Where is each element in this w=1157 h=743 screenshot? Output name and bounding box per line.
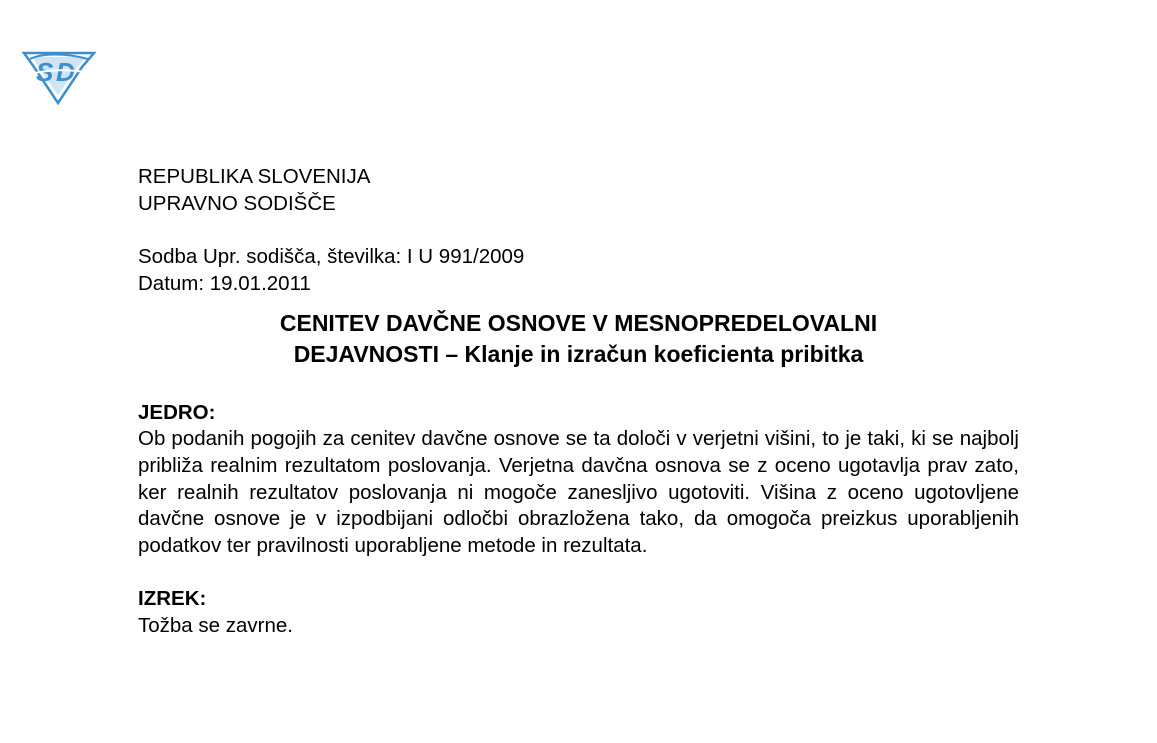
spacer bbox=[138, 217, 1019, 244]
document-body bbox=[138, 164, 1019, 640]
court-logo-icon bbox=[22, 47, 96, 105]
title-line-1: CENITEV DAVČNE OSNOVE V MESNOPREDELOVALNI bbox=[279, 309, 878, 336]
judgment-date: Datum: 19.01.2011 bbox=[138, 271, 311, 295]
judgment-number: Sodba Upr. sodišča, številka: I U 991/2009 bbox=[138, 245, 525, 269]
verdict-heading: IZREK: bbox=[138, 587, 207, 611]
core-text: Ob podanih pogojih za cenitev davčne osnove se ta določi v verjetni višini, to je taki, ki se najbolj približa realnim rezultatom poslovanja. Verjetna davčna osnova se z oceno ugotavlja prav zato, ker realnih rezultatov poslovanja ni mogoče zanesljivo ugotoviti. Višina z oceno ugotovljene davčne osnove je v izpodbijani odločbi obrazložena tako, da omogoča preizkus uporabljenih podatkov ter pravilnosti uporabljene metode in rezultata. bbox=[138, 427, 1019, 558]
svg-text:S: S bbox=[36, 57, 54, 87]
document-title bbox=[138, 308, 1019, 370]
svg-text:D: D bbox=[56, 57, 75, 87]
title-line-2: DEJAVNOSTI – Klanje in izračun koeficienta pribitka bbox=[293, 340, 864, 367]
spacer bbox=[138, 560, 1019, 587]
court-name: UPRAVNO SODIŠČE bbox=[138, 191, 336, 215]
core-heading: JEDRO: bbox=[138, 400, 216, 424]
country-name: REPUBLIKA SLOVENIJA bbox=[138, 165, 371, 188]
verdict-text: Tožba se zavrne. bbox=[138, 614, 293, 638]
